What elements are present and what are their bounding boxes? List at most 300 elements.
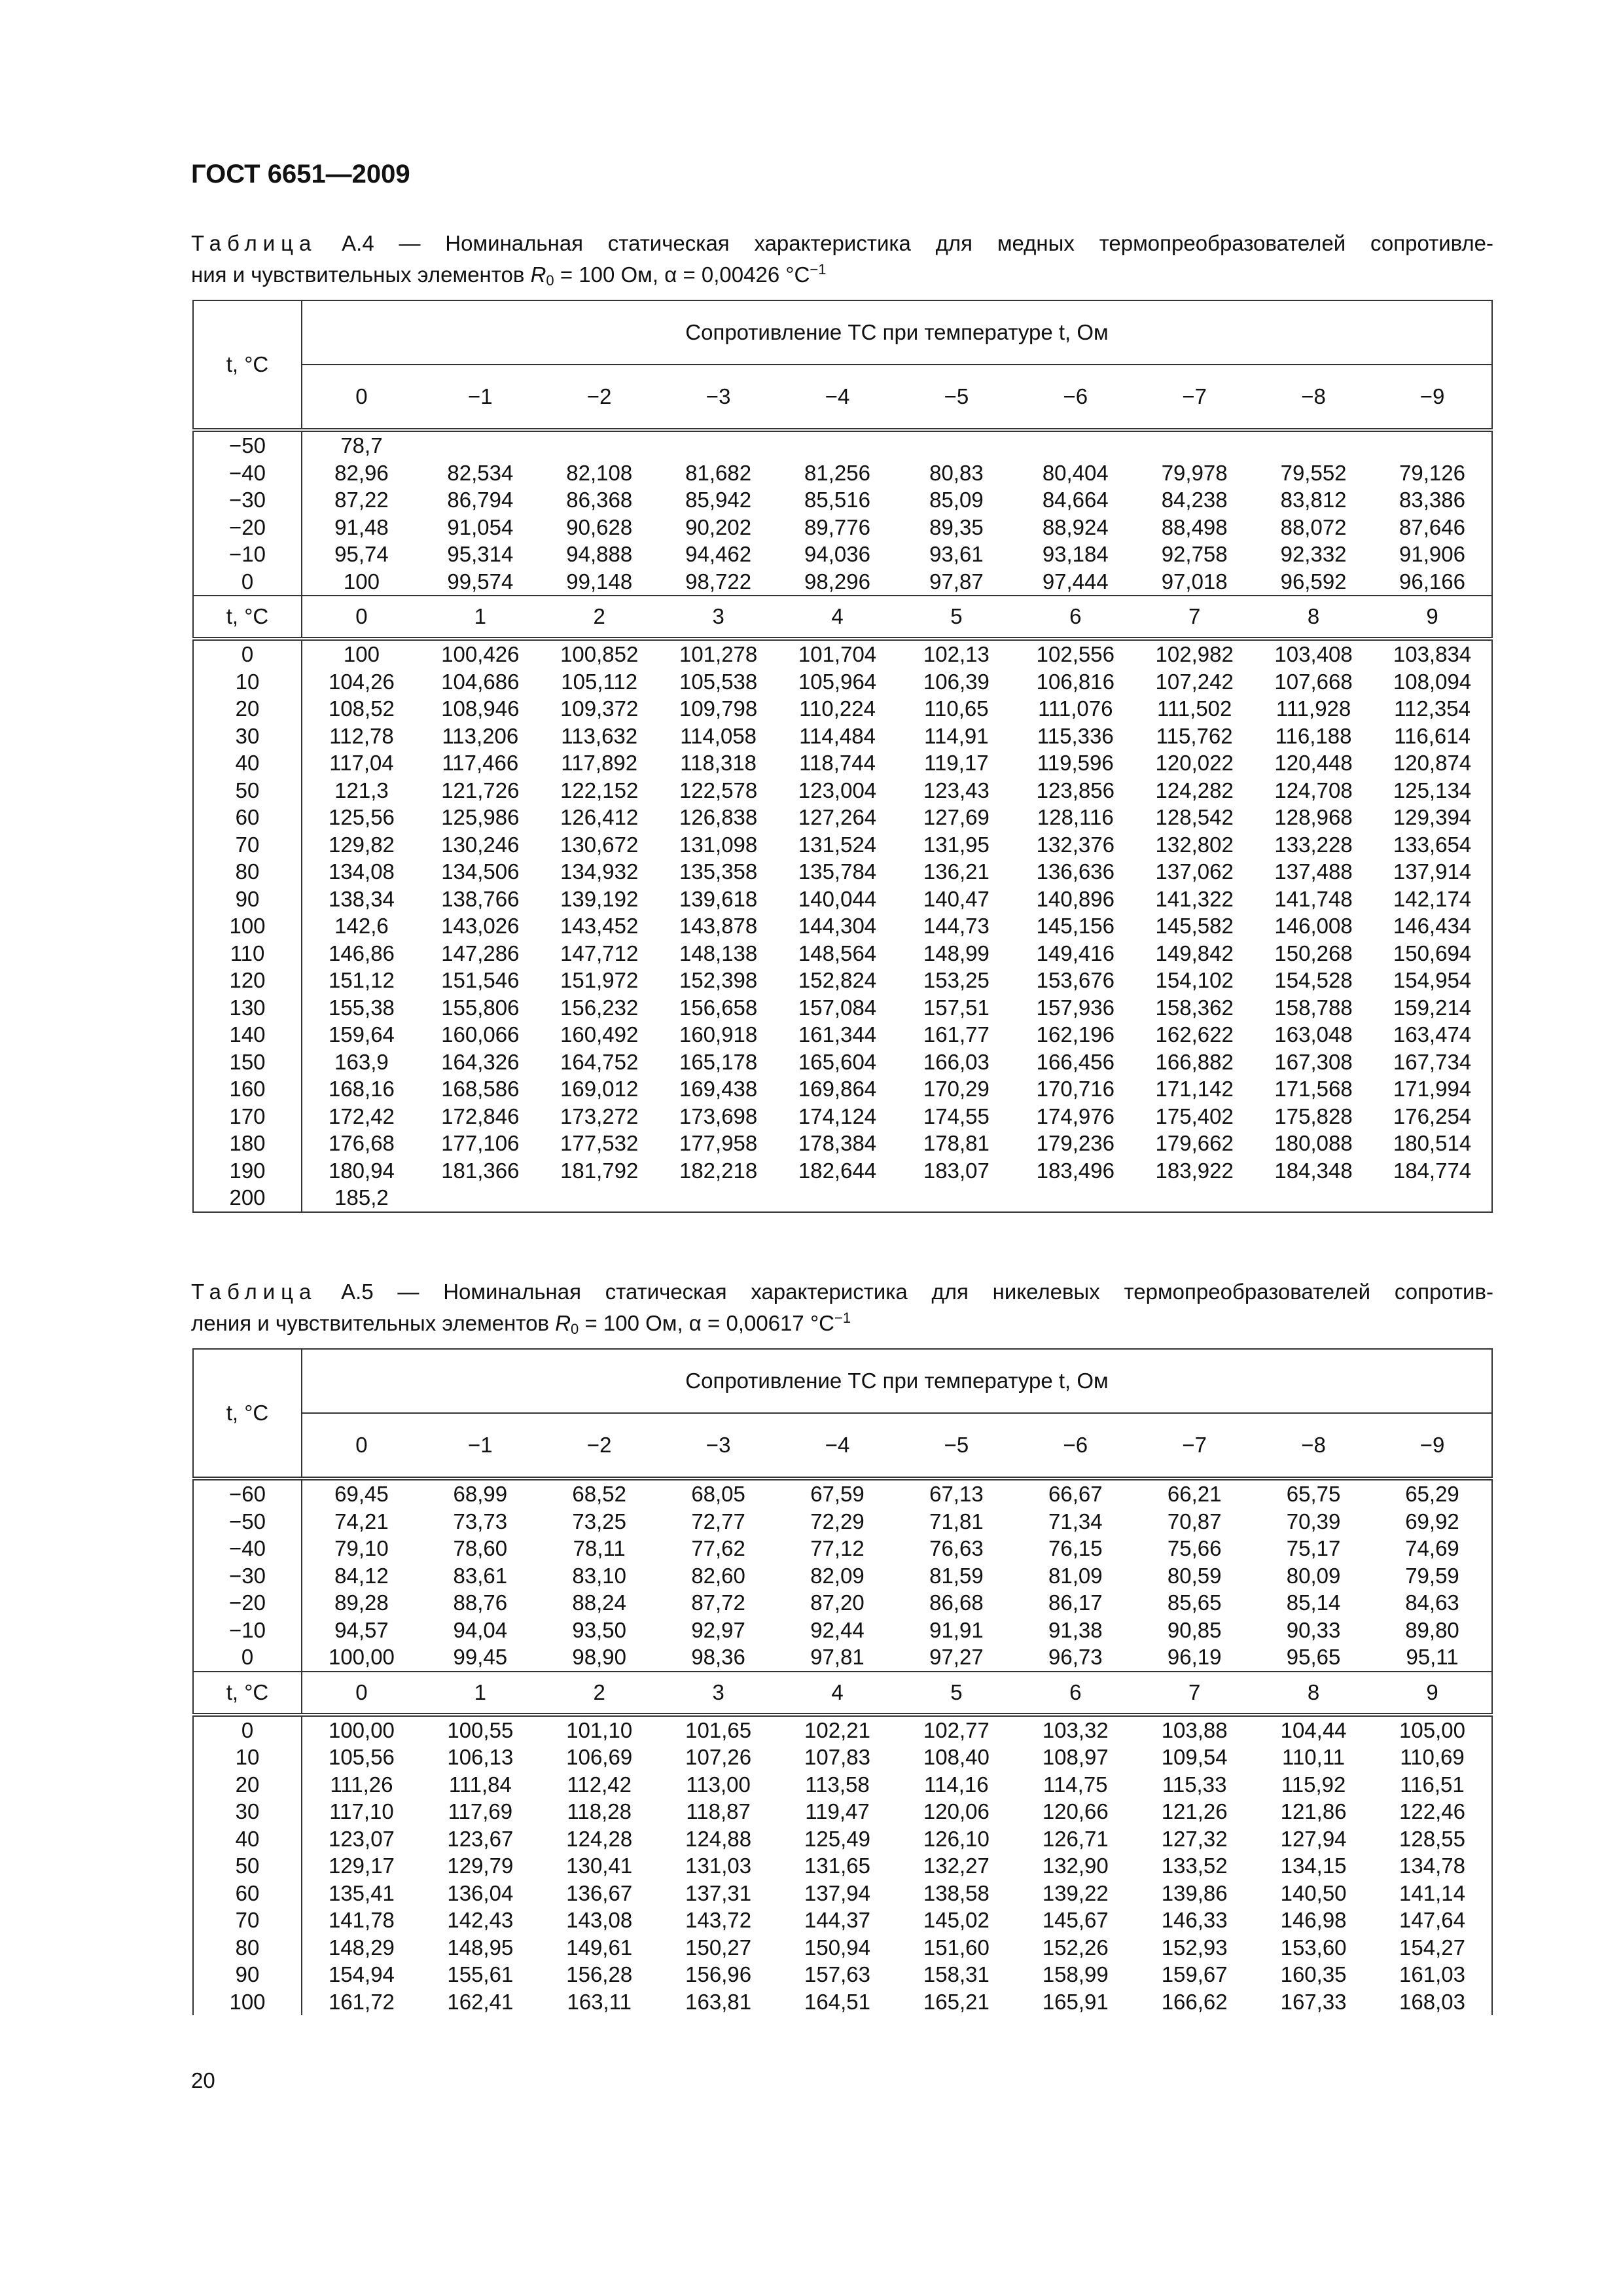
resistance-cell: 97,87	[929, 569, 984, 594]
resistance-cell: 94,04	[453, 1617, 508, 1642]
temperature-cell: 130	[193, 994, 302, 1022]
temperature-cell: 70	[193, 831, 302, 859]
resistance-cell: 81,09	[1048, 1563, 1103, 1588]
table-row	[193, 1479, 1492, 1508]
resistance-cell: 122,578	[679, 778, 758, 802]
resistance-cell: 65,29	[1405, 1482, 1459, 1506]
resistance-cell: 152,398	[679, 968, 758, 992]
resistance-cell: 154,102	[1155, 968, 1234, 992]
header-row	[193, 300, 1492, 365]
resistance-cell: 107,668	[1274, 669, 1353, 694]
table-row	[193, 749, 1492, 777]
resistance-cell: 69,45	[334, 1482, 389, 1506]
table-row	[193, 1562, 1492, 1590]
resistance-cell: 94,888	[566, 542, 633, 566]
resistance-cell: 164,51	[804, 1989, 870, 2014]
resistance-cell: 171,142	[1155, 1077, 1234, 1101]
caption-line-1	[191, 230, 1493, 257]
resistance-cell: 127,69	[923, 805, 990, 829]
resistance-cell: 106,39	[923, 669, 990, 694]
resistance-cell: 121,26	[1161, 1799, 1228, 1823]
column-header: 9	[1373, 1672, 1492, 1715]
caption-label: Таблица	[191, 1280, 317, 1304]
resistance-cell: 132,27	[923, 1854, 990, 1878]
resistance-cell: 96,73	[1048, 1645, 1103, 1669]
resistance-cell: 116,51	[1400, 1772, 1465, 1797]
resistance-cell: 134,506	[441, 859, 520, 884]
resistance-cell: 148,29	[328, 1935, 395, 1960]
resistance-cell: 158,99	[1042, 1962, 1109, 1986]
table-row	[193, 568, 1492, 596]
resistance-cell: 143,878	[679, 914, 758, 938]
table-row	[193, 486, 1492, 514]
resistance-cell: 167,734	[1393, 1049, 1472, 1074]
resistance-cell: 119,596	[1037, 751, 1114, 775]
table-row	[193, 1744, 1492, 1771]
resistance-cell: 104,44	[1280, 1717, 1347, 1742]
resistance-cell: 151,546	[441, 968, 520, 992]
table-row	[193, 1852, 1492, 1880]
resistance-cell: 70,39	[1286, 1509, 1341, 1534]
resistance-cell: 180,514	[1393, 1131, 1472, 1155]
resistance-cell: 161,72	[328, 1989, 395, 2014]
table-row	[193, 912, 1492, 940]
temperature-cell: 190	[193, 1157, 302, 1185]
resistance-cell: 84,238	[1161, 488, 1228, 512]
column-header: 0	[302, 596, 421, 639]
resistance-cell: 142,6	[334, 914, 389, 938]
table-row	[193, 639, 1492, 668]
table-row	[193, 1771, 1492, 1799]
resistance-cell: 172,42	[328, 1103, 395, 1128]
table-row	[193, 514, 1492, 541]
resistance-cell: 155,38	[328, 995, 395, 1020]
resistance-cell: 151,972	[560, 968, 639, 992]
resistance-cell: 81,256	[804, 460, 870, 485]
resistance-cell: 103,408	[1274, 642, 1353, 666]
resistance-cell: 137,062	[1155, 859, 1234, 884]
resistance-cell: 96,166	[1399, 569, 1465, 594]
resistance-cell: 113,632	[561, 723, 638, 748]
resistance-cell: 140,50	[1280, 1880, 1347, 1905]
resistance-cell: 113,00	[686, 1772, 751, 1797]
temperature-cell: 0	[193, 568, 302, 596]
temperature-cell: 20	[193, 1771, 302, 1799]
resistance-cell: 173,698	[679, 1103, 758, 1128]
resistance-cell: 148,138	[679, 941, 758, 965]
table-row	[193, 1934, 1492, 1962]
temperature-cell: 160	[193, 1075, 302, 1103]
resistance-cell: 137,488	[1274, 859, 1353, 884]
temperature-label: t, °С	[193, 300, 302, 430]
resistance-cell	[778, 430, 897, 459]
resistance-cell: 74,69	[1405, 1536, 1459, 1560]
resistance-cell: 101,704	[798, 642, 877, 666]
mid-header-row	[193, 596, 1492, 639]
column-header: 8	[1254, 1672, 1373, 1715]
resistance-cell: 166,882	[1155, 1049, 1234, 1074]
resistance-cell: 125,56	[328, 805, 395, 829]
temperature-cell: −50	[193, 1508, 302, 1535]
resistance-cell: 161,03	[1399, 1962, 1465, 1986]
resistance-cell	[1373, 430, 1492, 459]
resistance-cell: 131,65	[804, 1854, 870, 1878]
resistance-cell: 149,61	[566, 1935, 633, 1960]
resistance-cell: 116,188	[1275, 723, 1352, 748]
resistance-cell: 129,17	[328, 1854, 395, 1878]
column-header: 5	[897, 596, 1016, 639]
column-header: −8	[1254, 365, 1373, 430]
resistance-cell: 101,65	[685, 1717, 752, 1742]
resistance-cell: 177,532	[560, 1131, 639, 1155]
resistance-cell: 80,59	[1167, 1563, 1222, 1588]
r-symbol: R	[555, 1311, 571, 1335]
column-header: −9	[1373, 1413, 1492, 1479]
resistance-cell: 159,67	[1161, 1962, 1228, 1986]
resistance-cell: 165,91	[1042, 1989, 1109, 2014]
resistance-cell: 93,184	[1042, 542, 1109, 566]
resistance-cell: 68,05	[691, 1482, 745, 1506]
resistance-cell: 104,26	[328, 669, 395, 694]
resistance-cell: 183,922	[1155, 1158, 1234, 1183]
resistance-cell: 163,11	[567, 1989, 632, 2014]
resistance-cell: 118,28	[567, 1799, 632, 1823]
resistance-cell: 108,946	[441, 696, 520, 721]
resistance-cell: 154,94	[328, 1962, 395, 1986]
resistance-cell: 175,828	[1274, 1103, 1353, 1128]
resistance-cell: 95,11	[1406, 1645, 1459, 1669]
resistance-cell: 118,318	[680, 751, 757, 775]
resistance-cell: 110,224	[799, 696, 876, 721]
resistance-cell: 183,496	[1036, 1158, 1115, 1183]
resistance-cell: 130,41	[566, 1854, 633, 1878]
column-header: −4	[778, 1413, 897, 1479]
resistance-cell: 92,97	[691, 1617, 745, 1642]
resistance-cell: 184,774	[1393, 1158, 1472, 1183]
resistance-cell: 102,13	[923, 642, 990, 666]
column-header: −3	[659, 1413, 778, 1479]
temperature-cell: 0	[193, 639, 302, 668]
resistance-cell: 169,864	[798, 1077, 877, 1101]
resistance-cell: 100,426	[441, 642, 520, 666]
resistance-cell: 85,516	[804, 488, 870, 512]
resistance-cell: 81,59	[929, 1563, 984, 1588]
resistance-cell: 124,708	[1274, 778, 1353, 802]
table-a4	[192, 300, 1493, 1213]
resistance-cell: 111,26	[330, 1772, 393, 1797]
resistance-cell: 184,348	[1274, 1158, 1353, 1183]
r-symbol: R	[530, 262, 546, 287]
resistance-cell: 156,28	[566, 1962, 633, 1986]
resistance-cell: 110,65	[924, 696, 989, 721]
resistance-cell: 133,654	[1393, 832, 1472, 857]
resistance-cell: 139,192	[560, 886, 639, 911]
resistance-cell: 89,28	[334, 1590, 389, 1615]
resistance-cell: 166,03	[923, 1049, 990, 1074]
resistance-cell: 179,236	[1036, 1131, 1115, 1155]
resistance-cell: 130,246	[441, 832, 520, 857]
temperature-cell: 120	[193, 967, 302, 994]
resistance-cell: 85,942	[685, 488, 752, 512]
resistance-cell: 97,27	[929, 1645, 984, 1669]
resistance-cell: 106,13	[447, 1745, 514, 1769]
table-row	[193, 1617, 1492, 1644]
resistance-cell: 107,242	[1155, 669, 1234, 694]
temperature-cell: 10	[193, 1744, 302, 1771]
resistance-cell: 130,672	[560, 832, 639, 857]
resistance-cell: 175,402	[1155, 1103, 1234, 1128]
resistance-cell: 105,00	[1399, 1717, 1465, 1742]
resistance-cell: 148,95	[447, 1935, 514, 1960]
resistance-cell: 125,49	[804, 1826, 870, 1851]
resistance-cell: 160,066	[441, 1022, 520, 1047]
column-header: −6	[1016, 365, 1135, 430]
resistance-cell: 172,846	[441, 1103, 520, 1128]
resistance-cell: 84,63	[1405, 1590, 1459, 1615]
resistance-cell: 91,38	[1048, 1617, 1103, 1642]
temperature-cell: −30	[193, 486, 302, 514]
resistance-cell: 141,748	[1274, 886, 1353, 911]
table-row	[193, 668, 1492, 696]
resistance-cell: 82,534	[447, 460, 514, 485]
resistance-cell: 168,16	[328, 1077, 395, 1101]
resistance-cell: 76,63	[929, 1536, 984, 1560]
table-row	[193, 1961, 1492, 1988]
table-row	[193, 723, 1492, 750]
resistance-cell: 69,92	[1405, 1509, 1459, 1534]
resistance-cell: 117,892	[561, 751, 638, 775]
resistance-cell: 170,716	[1036, 1077, 1115, 1101]
resistance-cell: 75,17	[1286, 1536, 1341, 1560]
resistance-cell: 99,45	[453, 1645, 508, 1669]
resistance-cell: 162,622	[1155, 1022, 1234, 1047]
resistance-cell: 146,008	[1274, 914, 1353, 938]
resistance-cell: 166,456	[1036, 1049, 1115, 1074]
resistance-cell: 135,41	[328, 1880, 395, 1905]
resistance-cell: 174,55	[923, 1103, 990, 1128]
page-number: 20	[191, 2068, 215, 2092]
resistance-cell: 150,694	[1393, 941, 1472, 965]
column-header: −2	[540, 1413, 659, 1479]
resistance-cell: 72,77	[691, 1509, 745, 1534]
temperature-cell: 50	[193, 777, 302, 804]
resistance-cell: 113,58	[805, 1772, 870, 1797]
resistance-cell: 84,664	[1042, 488, 1109, 512]
resistance-cell: 135,784	[798, 859, 877, 884]
column-header: −9	[1373, 365, 1492, 430]
column-header: 4	[778, 596, 897, 639]
resistance-cell: 83,812	[1280, 488, 1347, 512]
resistance-cell: 98,722	[685, 569, 752, 594]
resistance-cell: 127,94	[1280, 1826, 1347, 1851]
resistance-cell: 114,16	[924, 1772, 989, 1797]
table-row	[193, 940, 1492, 967]
resistance-cell: 94,462	[685, 542, 752, 566]
resistance-cell: 146,33	[1161, 1908, 1228, 1932]
column-header: −6	[1016, 1413, 1135, 1479]
temperature-label: t, °С	[193, 1672, 302, 1715]
resistance-header: Сопротивление ТС при температуре t, Ом	[302, 300, 1492, 365]
table-row	[193, 1643, 1492, 1672]
table-a4-caption	[191, 230, 1493, 294]
resistance-cell: 114,91	[924, 723, 989, 748]
resistance-cell: 87,646	[1399, 514, 1465, 539]
table-row	[193, 994, 1492, 1022]
resistance-cell: 178,81	[923, 1131, 990, 1155]
resistance-cell: 126,412	[560, 805, 639, 829]
temperature-cell: 80	[193, 1934, 302, 1962]
resistance-cell: 123,004	[798, 778, 877, 802]
resistance-cell: 177,106	[441, 1131, 520, 1155]
resistance-cell: 182,218	[679, 1158, 758, 1183]
temperature-cell: −20	[193, 1589, 302, 1617]
temperature-label: t, °С	[193, 596, 302, 639]
resistance-cell: 147,712	[560, 941, 639, 965]
resistance-cell: 168,586	[441, 1077, 520, 1101]
resistance-cell: 158,788	[1274, 995, 1353, 1020]
temperature-cell: −40	[193, 459, 302, 487]
resistance-cell: 108,094	[1393, 669, 1472, 694]
resistance-cell: 99,148	[566, 569, 633, 594]
resistance-cell: 131,098	[679, 832, 758, 857]
resistance-cell: 81,682	[685, 460, 752, 485]
resistance-cell: 86,368	[566, 488, 633, 512]
resistance-cell: 145,156	[1036, 914, 1115, 938]
table-a5-caption	[191, 1279, 1493, 1342]
resistance-cell: 176,254	[1393, 1103, 1472, 1128]
temperature-cell: 30	[193, 723, 302, 750]
temperature-label: t, °С	[193, 1349, 302, 1479]
resistance-cell: 131,95	[923, 832, 990, 857]
resistance-cell: 98,296	[804, 569, 870, 594]
resistance-cell: 164,326	[441, 1049, 520, 1074]
resistance-cell: 109,54	[1161, 1745, 1228, 1769]
resistance-cell: 156,658	[679, 995, 758, 1020]
resistance-cell: 100	[343, 569, 380, 594]
resistance-cell	[1135, 430, 1254, 459]
resistance-cell: 87,22	[334, 488, 389, 512]
resistance-cell: 123,07	[328, 1826, 395, 1851]
resistance-cell: 129,394	[1393, 805, 1472, 829]
resistance-cell: 160,918	[679, 1022, 758, 1047]
resistance-cell: 136,21	[923, 859, 990, 884]
resistance-cell: 102,556	[1036, 642, 1115, 666]
resistance-cell: 70,87	[1167, 1509, 1222, 1534]
temperature-cell: −10	[193, 541, 302, 568]
resistance-cell: 125,134	[1393, 778, 1472, 802]
resistance-cell: 171,994	[1393, 1077, 1472, 1101]
resistance-cell: 88,072	[1280, 514, 1347, 539]
resistance-cell: 153,60	[1280, 1935, 1347, 1960]
table-row	[193, 831, 1492, 859]
resistance-cell: 139,618	[679, 886, 758, 911]
resistance-cell: 88,24	[572, 1590, 627, 1615]
resistance-cell: 113,206	[442, 723, 519, 748]
resistance-cell: 98,36	[691, 1645, 745, 1669]
resistance-cell: 127,32	[1161, 1826, 1228, 1851]
temperature-cell: −60	[193, 1479, 302, 1508]
column-header: −5	[897, 365, 1016, 430]
resistance-cell: 182,644	[798, 1158, 877, 1183]
resistance-cell: 65,75	[1286, 1482, 1341, 1506]
table-row	[193, 1988, 1492, 2016]
resistance-cell: 103,32	[1042, 1717, 1109, 1742]
table-row	[193, 1103, 1492, 1130]
resistance-cell	[897, 430, 1016, 459]
resistance-cell: 106,69	[566, 1745, 633, 1769]
resistance-cell: 162,196	[1036, 1022, 1115, 1047]
temperature-cell: −20	[193, 514, 302, 541]
resistance-cell: 146,86	[328, 941, 395, 965]
resistance-cell: 140,896	[1036, 886, 1115, 911]
resistance-cell: 128,55	[1399, 1826, 1465, 1851]
resistance-cell: 128,542	[1155, 805, 1234, 829]
column-header: 4	[778, 1672, 897, 1715]
resistance-cell: 102,77	[923, 1717, 990, 1742]
resistance-cell: 120,874	[1393, 751, 1472, 775]
resistance-cell: 102,982	[1155, 642, 1234, 666]
resistance-cell: 94,57	[334, 1617, 389, 1642]
resistance-cell: 117,69	[448, 1799, 513, 1823]
table-row	[193, 1798, 1492, 1825]
resistance-cell: 148,564	[798, 941, 877, 965]
resistance-cell: 161,344	[798, 1022, 877, 1047]
resistance-cell: 108,97	[1042, 1745, 1109, 1769]
table-row	[193, 967, 1492, 994]
resistance-cell: 152,93	[1161, 1935, 1228, 1960]
table-row	[193, 1184, 1492, 1212]
column-header: 2	[540, 596, 659, 639]
resistance-cell: 171,568	[1274, 1077, 1353, 1101]
resistance-cell: 75,66	[1167, 1536, 1222, 1560]
temperature-cell: 60	[193, 1880, 302, 1907]
resistance-cell: 174,124	[798, 1103, 877, 1128]
resistance-cell: 129,79	[447, 1854, 514, 1878]
temperature-cell: 60	[193, 804, 302, 831]
resistance-cell	[659, 1184, 778, 1212]
column-header-row	[193, 365, 1492, 430]
resistance-cell: 126,71	[1042, 1826, 1109, 1851]
caption-line-1	[191, 1279, 1493, 1305]
caption-params: = 100 Ом, α = 0,00617 °С	[579, 1311, 834, 1335]
table-row	[193, 1535, 1492, 1562]
caption-line-2	[191, 1305, 1493, 1342]
resistance-cell	[540, 1184, 659, 1212]
table-row	[193, 541, 1492, 568]
resistance-cell: 178,384	[798, 1131, 877, 1155]
resistance-cell: 146,434	[1393, 914, 1472, 938]
resistance-cell: 150,27	[685, 1935, 752, 1960]
column-header: 6	[1016, 596, 1135, 639]
resistance-cell: 135,358	[679, 859, 758, 884]
resistance-cell	[421, 1184, 540, 1212]
resistance-cell: 72,29	[810, 1509, 865, 1534]
resistance-cell: 143,452	[560, 914, 639, 938]
temperature-cell: 100	[193, 1988, 302, 2016]
resistance-cell: 134,15	[1280, 1854, 1347, 1878]
resistance-cell: 155,61	[447, 1962, 514, 1986]
resistance-cell: 115,33	[1162, 1772, 1227, 1797]
resistance-cell: 108,40	[923, 1745, 990, 1769]
resistance-cell: 121,3	[334, 778, 389, 802]
resistance-cell: 110,11	[1282, 1745, 1346, 1769]
column-header: −7	[1135, 1413, 1254, 1479]
temperature-cell: −40	[193, 1535, 302, 1562]
resistance-cell: 139,22	[1042, 1880, 1109, 1905]
resistance-cell: 163,048	[1274, 1022, 1353, 1047]
table-row	[193, 1508, 1492, 1535]
resistance-cell: 168,03	[1399, 1989, 1465, 2014]
